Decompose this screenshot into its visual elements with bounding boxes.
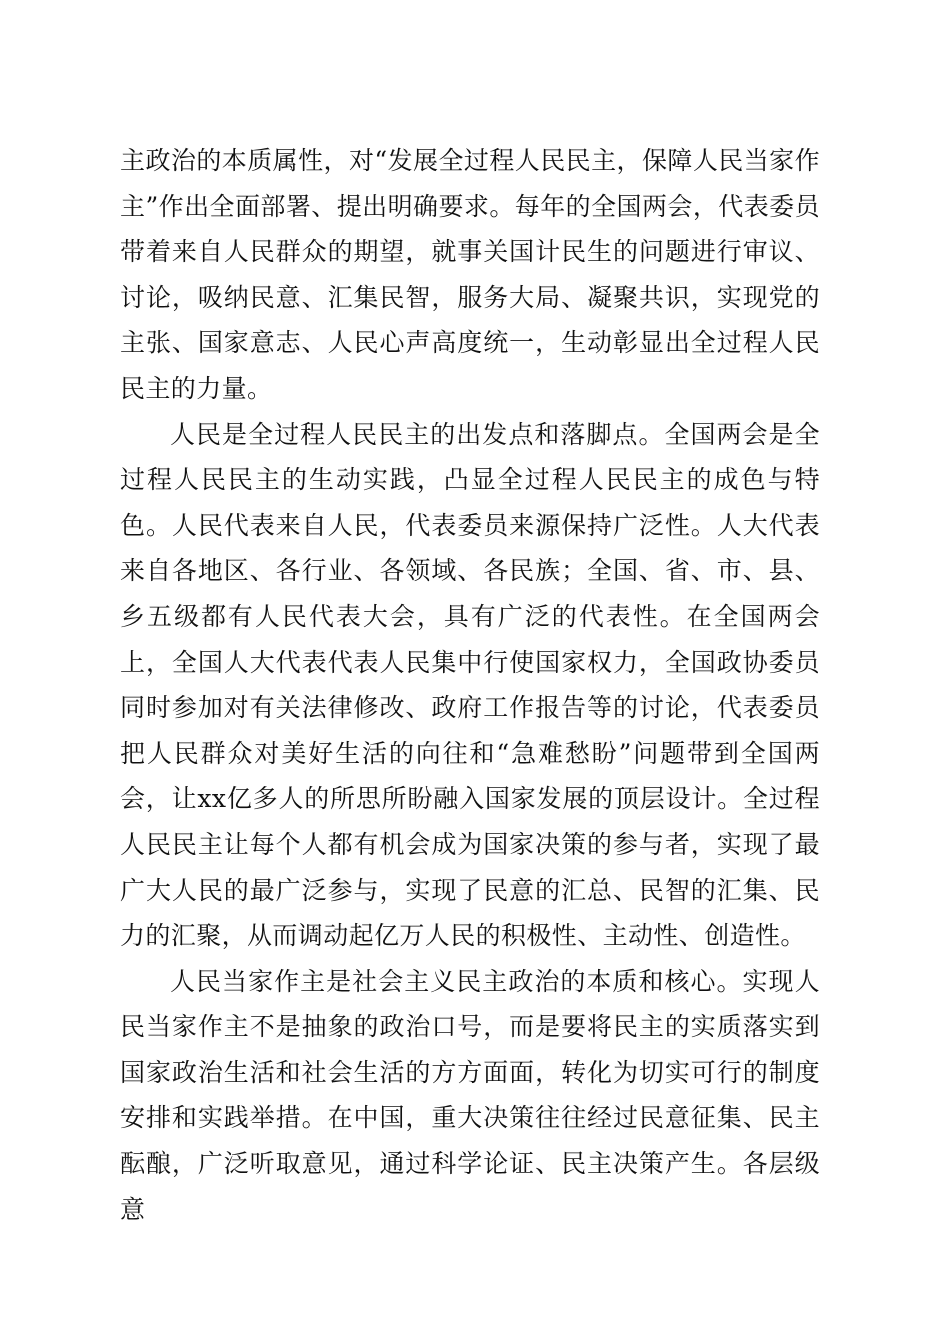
paragraph-continuation: 主政治的本质属性，对“发展全过程人民民主，保障人民当家作主”作出全面部署、提出明确要求。每年的全国两会，代表委员带着来自人民群众的期望，就事关国计民生的问题进行审议、讨论，吸纳民意、汇集民智，服务大局、凝聚共识，实现党的主张、国家意志、人民心声高度统一，生动彰显出全过程人民民主的力量。 [120,146,820,403]
document-body [120,138,820,1232]
paragraph-people-masters: 人民当家作主是社会主义民主政治的本质和核心。实现人民当家作主不是抽象的政治口号，而是要将民主的实质落实到国家政治生活和社会生活的方方面面，转化为切实可行的制度安排和实践举措。在中国，重大决策往往经过民意征集、民主酝酿，广泛听取意见，通过科学论证、民主决策产生。各层级意 [120,966,820,1224]
paragraph-people-starting-point: 人民是全过程人民民主的出发点和落脚点。全国两会是全过程人民民主的生动实践，凸显全过程人民民主的成色与特色。人民代表来自人民，代表委员来源保持广泛性。人大代表来自各地区、各行业、各领域、各民族；全国、省、市、县、乡五级都有人民代表大会，具有广泛的代表性。在全国两会上，全国人大代表代表人民集中行使国家权力，全国政协委员同时参加对有关法律修改、政府工作报告等的讨论，代表委员把人民群众对美好生活的向往和“急难愁盼”问题带到全国两会，让xx亿多人的所思所盼融入国家发展的顶层设计。全过程人民民主让每个人都有机会成为国家决策的参与者，实现了最广大人民的最广泛参与，实现了民意的汇总、民智的汇集、民力的汇聚，从而调动起亿万人民的积极性、主动性、创造性。 [120,419,820,951]
